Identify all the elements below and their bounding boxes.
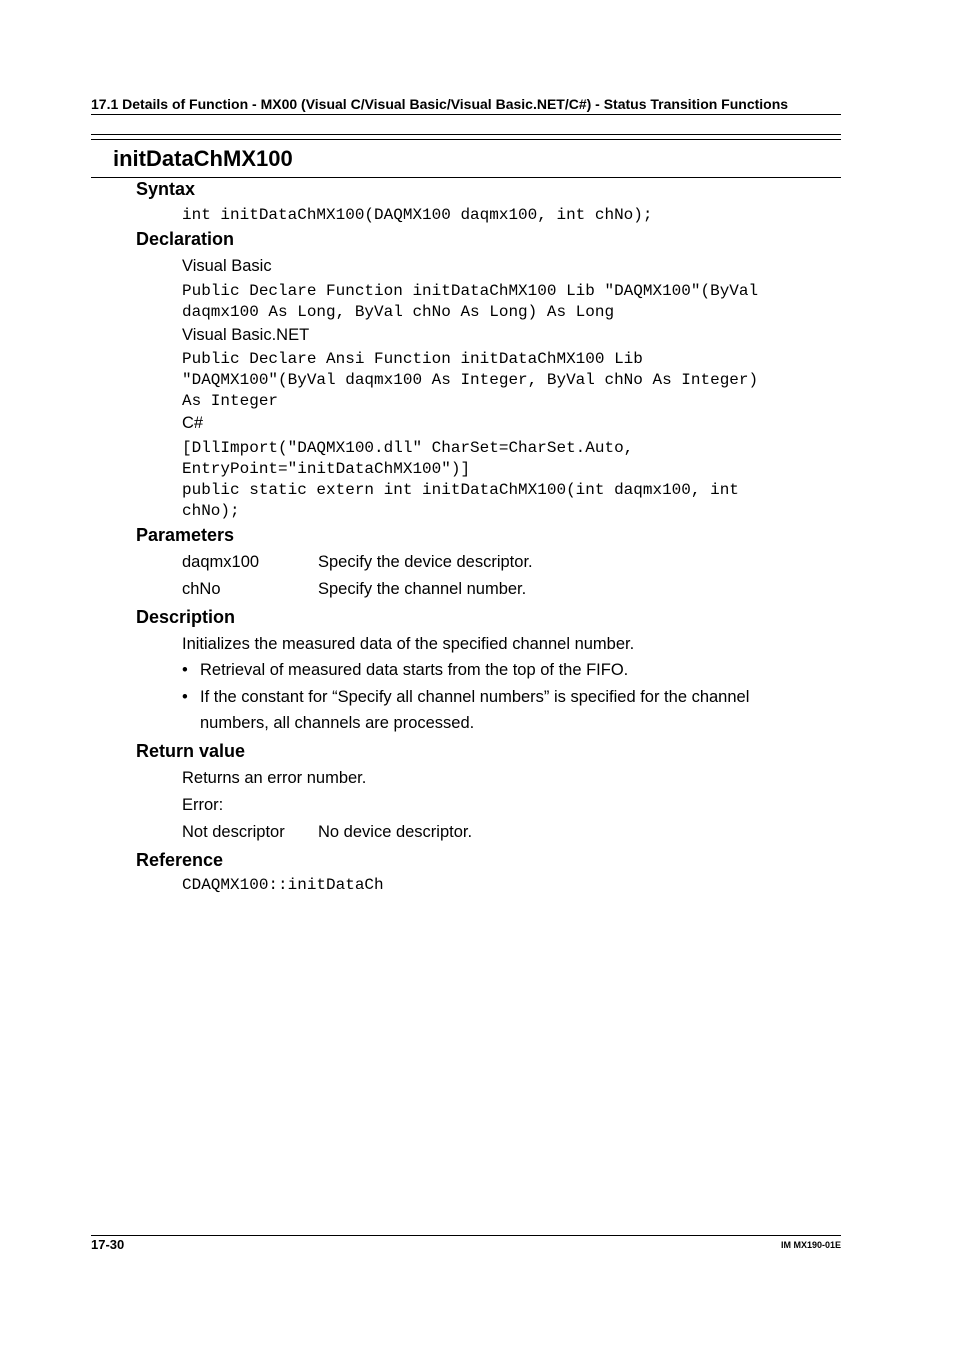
vbnet-code-line: As Integer (182, 392, 279, 410)
parameters-heading: Parameters (136, 525, 235, 545)
cs-code-line: [DllImport("DAQMX100.dll" CharSet=CharSet.Auto, (182, 439, 634, 457)
return-text: Returns an error number. (182, 769, 367, 787)
vb-code-line: Public Declare Function initDataChMX100 Lib "DAQMX100"(ByVal (182, 282, 759, 300)
syntax-code: int initDataChMX100(DAQMX100 daqmx100, int chNo); (182, 206, 653, 224)
bullet-mark: • (182, 661, 188, 679)
error-desc: No device descriptor. (318, 823, 473, 841)
reference-heading: Reference (136, 850, 224, 870)
bullet-text-cont: numbers, all channels are processed. (200, 714, 475, 732)
return-heading: Return value (136, 741, 246, 761)
running-header: 17.1 Details of Function - MX00 (Visual C/Visual Basic/Visual Basic.NET/C#) - Status Transition Functions (91, 96, 789, 112)
vbnet-code-line: Public Declare Ansi Function initDataChMX100 Lib (182, 350, 643, 368)
param-desc: Specify the device descriptor. (318, 553, 533, 571)
param-name: daqmx100 (182, 553, 260, 571)
param-desc: Specify the channel number. (318, 580, 527, 598)
cs-label: C# (182, 414, 204, 432)
manual-id: IM MX190-01E (780, 1240, 841, 1250)
vb-label: Visual Basic (182, 257, 272, 275)
error-name: Not descriptor (182, 823, 285, 841)
reference-code: CDAQMX100::initDataCh (182, 876, 384, 894)
page-number: 17-30 (91, 1237, 125, 1252)
description-intro: Initializes the measured data of the specified channel number. (182, 635, 635, 653)
declaration-heading: Declaration (136, 229, 235, 249)
bullet-text: Retrieval of measured data starts from the top of the FIFO. (200, 661, 629, 679)
param-name: chNo (182, 580, 221, 598)
description-heading: Description (136, 607, 236, 627)
title-rule-bottom (91, 177, 841, 178)
vbnet-code-line: "DAQMX100"(ByVal daqmx100 As Integer, ByVal chNo As Integer) (182, 371, 759, 389)
bullet-mark: • (182, 688, 188, 706)
cs-code-line: public static extern int initDataChMX100(int daqmx100, int (182, 481, 739, 499)
syntax-heading: Syntax (136, 179, 196, 199)
vb-code-line: daqmx100 As Long, ByVal chNo As Long) As Long (182, 303, 615, 321)
bullet-text: If the constant for “Specify all channel numbers” is specified for the channel (200, 688, 750, 706)
cs-code-line: chNo); (182, 502, 240, 520)
title-rule-top (91, 134, 841, 135)
page-title: initDataChMX100 (113, 146, 293, 171)
footer-rule (91, 1235, 841, 1236)
title-rule-top-2 (91, 139, 841, 140)
error-label: Error: (182, 796, 224, 814)
vbnet-label: Visual Basic.NET (182, 326, 310, 344)
header-rule (91, 114, 841, 115)
cs-code-line: EntryPoint="initDataChMX100")] (182, 460, 471, 478)
